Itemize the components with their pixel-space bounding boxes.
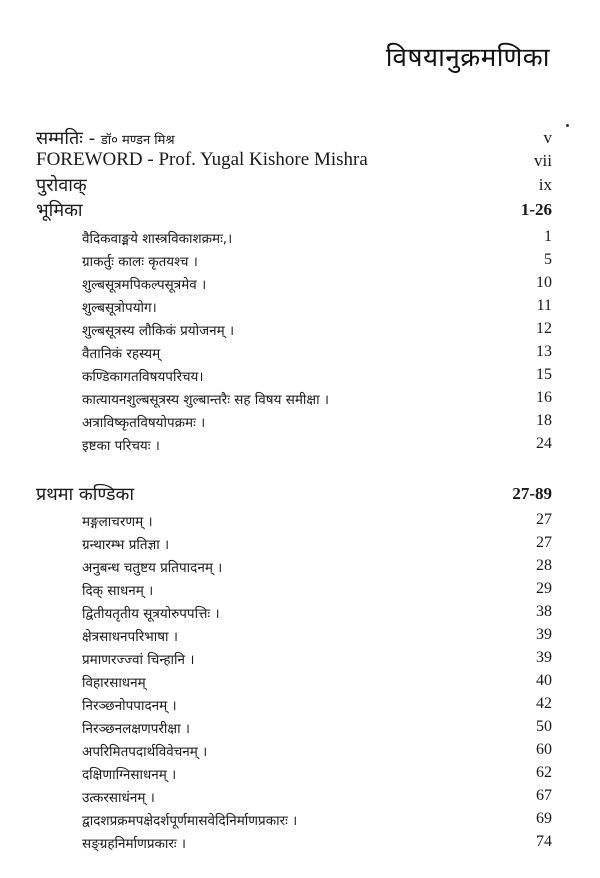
toc-entry[interactable]: [0, 318, 600, 340]
toc-entry-page: 24: [536, 435, 552, 452]
toc-entry-page: 74: [536, 833, 552, 850]
toc-entry[interactable]: [0, 272, 600, 294]
toc-entry-label: निरञ्छनलक्षणपरीक्षा ।: [82, 721, 190, 737]
entry-title: सम्मतिः -: [36, 128, 96, 149]
toc-entry-label: दक्षिणाग्निसाधनम् ।: [82, 767, 177, 783]
toc-entry-page: 5: [544, 251, 552, 268]
toc-entry-foreword[interactable]: [0, 149, 600, 171]
toc-entry-page: 16: [536, 389, 552, 406]
toc-entry[interactable]: [0, 739, 600, 761]
toc-entry[interactable]: [0, 341, 600, 363]
toc-entry-label: शुल्बसूत्रस्य लौकिकं प्रयोजनम् ।: [82, 323, 235, 339]
toc-entry-label: दिक् साधनम् ।: [82, 583, 154, 599]
toc-entry[interactable]: [0, 509, 600, 531]
toc-entry[interactable]: [0, 808, 600, 830]
toc-entry[interactable]: [0, 249, 600, 271]
toc-entry-page: 42: [536, 695, 552, 712]
toc-entry-label: क्षेत्रसाधनपरिभाषा ।: [82, 629, 178, 645]
toc-entry-page: 62: [536, 764, 552, 781]
toc-entry[interactable]: [0, 624, 600, 646]
toc-entry-page: 60: [536, 741, 552, 758]
toc-entry-page: 67: [536, 787, 552, 804]
toc-entry-page: 27: [536, 511, 552, 528]
toc-section-prathama-kandika[interactable]: [0, 482, 600, 504]
toc-entry-label: अत्राविष्कृतविषयोपक्रमः ।: [82, 415, 206, 431]
toc-entry-label: शुल्बसूत्रोपयोग।: [82, 300, 157, 316]
toc-entry-label: सङ्ग्रहनिर्माणप्रकारः ।: [82, 836, 187, 852]
section-pages: 27-89: [512, 484, 552, 503]
toc-entry-page: 18: [536, 412, 552, 429]
section-pages: 1-26: [520, 200, 552, 219]
toc-entry-page: 39: [536, 649, 552, 666]
toc-entry[interactable]: [0, 532, 600, 554]
toc-entry-label: कात्यायनशुल्बसूत्रस्य शुल्बान्तरैः सह विषय समीक्षा ।: [82, 392, 330, 408]
toc-entry[interactable]: [0, 555, 600, 577]
toc-entry-label: FOREWORD - Prof. Yugal Kishore Mishra: [36, 149, 368, 170]
toc-entry[interactable]: [0, 831, 600, 853]
toc-entry-purovak[interactable]: [0, 173, 600, 195]
page-title: विषयानुक्रमणिका: [385, 43, 550, 73]
toc-entry-label: प्रमाणरज्ज्वां चिन्हानि ।: [82, 652, 195, 668]
toc-entry[interactable]: [0, 226, 600, 248]
toc-entry-page: 10: [536, 274, 552, 291]
toc-entry-label: ग्रन्थारम्भ प्रतिज्ञा ।: [82, 537, 170, 553]
toc-entry-label: [36, 126, 175, 150]
toc-entry[interactable]: [0, 693, 600, 715]
toc-entry-label: मङ्गलाचरणम् ।: [82, 514, 153, 530]
entry-author: डॉ० मण्डन मिश्र: [100, 133, 175, 148]
toc-entry-page: v: [543, 128, 552, 147]
toc-entry-label: द्वितीयतृतीय सूत्रयोरुपपत्तिः ।: [82, 606, 220, 622]
toc-entry-page: 27: [536, 534, 552, 551]
toc-entry[interactable]: [0, 387, 600, 409]
toc-entry[interactable]: [0, 762, 600, 784]
toc-entry-page: 28: [536, 557, 552, 574]
toc-entry-page: 40: [536, 672, 552, 689]
toc-entry-label: अनुबन्ध चतुष्टय प्रतिपादनम् ।: [82, 560, 223, 576]
toc-entry-label: उत्करसाधंनम् ।: [82, 790, 155, 806]
toc-section-bhumika[interactable]: [0, 198, 600, 220]
toc-entry-page: 15: [536, 366, 552, 383]
toc-entry-sammati[interactable]: [0, 126, 600, 148]
toc-entry-label: विहारसाधनम्: [82, 675, 146, 691]
toc-entry-label: अपरिमितपदार्थविवेचनम् ।: [82, 744, 208, 760]
toc-entry[interactable]: [0, 670, 600, 692]
toc-entry-page: vii: [534, 151, 552, 170]
toc-entry[interactable]: [0, 295, 600, 317]
toc-entry[interactable]: [0, 647, 600, 669]
toc-entry-label: वैतानिकं रहस्यम्: [82, 346, 161, 362]
toc-entry-page: 11: [536, 297, 552, 314]
toc-entry[interactable]: [0, 785, 600, 807]
toc-entry-label: पुरोवाक्: [36, 175, 87, 196]
toc-entry-label: निरञ्छनोपपादनम् ।: [82, 698, 177, 714]
toc-entry-page: 1: [544, 228, 552, 245]
toc-entry[interactable]: [0, 364, 600, 386]
toc-entry-label: ग्राकर्तुः कालः कृतयश्च ।: [82, 254, 198, 270]
section-title: प्रथमा कण्डिका: [36, 484, 135, 505]
toc-entry[interactable]: [0, 716, 600, 738]
toc-entry-page: 29: [536, 580, 552, 597]
toc-entry-page: 38: [536, 603, 552, 620]
toc-entry[interactable]: [0, 601, 600, 623]
toc-entry-label: इष्टका परिचयः ।: [82, 438, 160, 454]
toc-entry-page: 50: [536, 718, 552, 735]
toc-entry-page: 13: [536, 343, 552, 360]
toc-entry-page: ix: [538, 175, 552, 194]
toc-entry[interactable]: [0, 410, 600, 432]
toc-entry[interactable]: [0, 578, 600, 600]
toc-entry-label: शुल्बसूत्रमपिकल्पसूत्रमेव ।: [82, 277, 207, 293]
section-title: भूमिका: [36, 200, 83, 221]
toc-entry[interactable]: [0, 433, 600, 455]
toc-entry-page: 69: [536, 810, 552, 827]
toc-entry-label: वैदिकवाङ्मये शास्त्रविकाशक्रमः,।: [82, 231, 233, 247]
toc-entry-page: 39: [536, 626, 552, 643]
toc-entry-page: 12: [536, 320, 552, 337]
toc-entry-label: कण्डिकागतविषयपरिचय।: [82, 369, 204, 385]
toc-entry-label: द्वादशप्रक्रमपक्षेदर्शपूर्णमासवेदिनिर्माणप्रकारः ।: [82, 813, 298, 829]
